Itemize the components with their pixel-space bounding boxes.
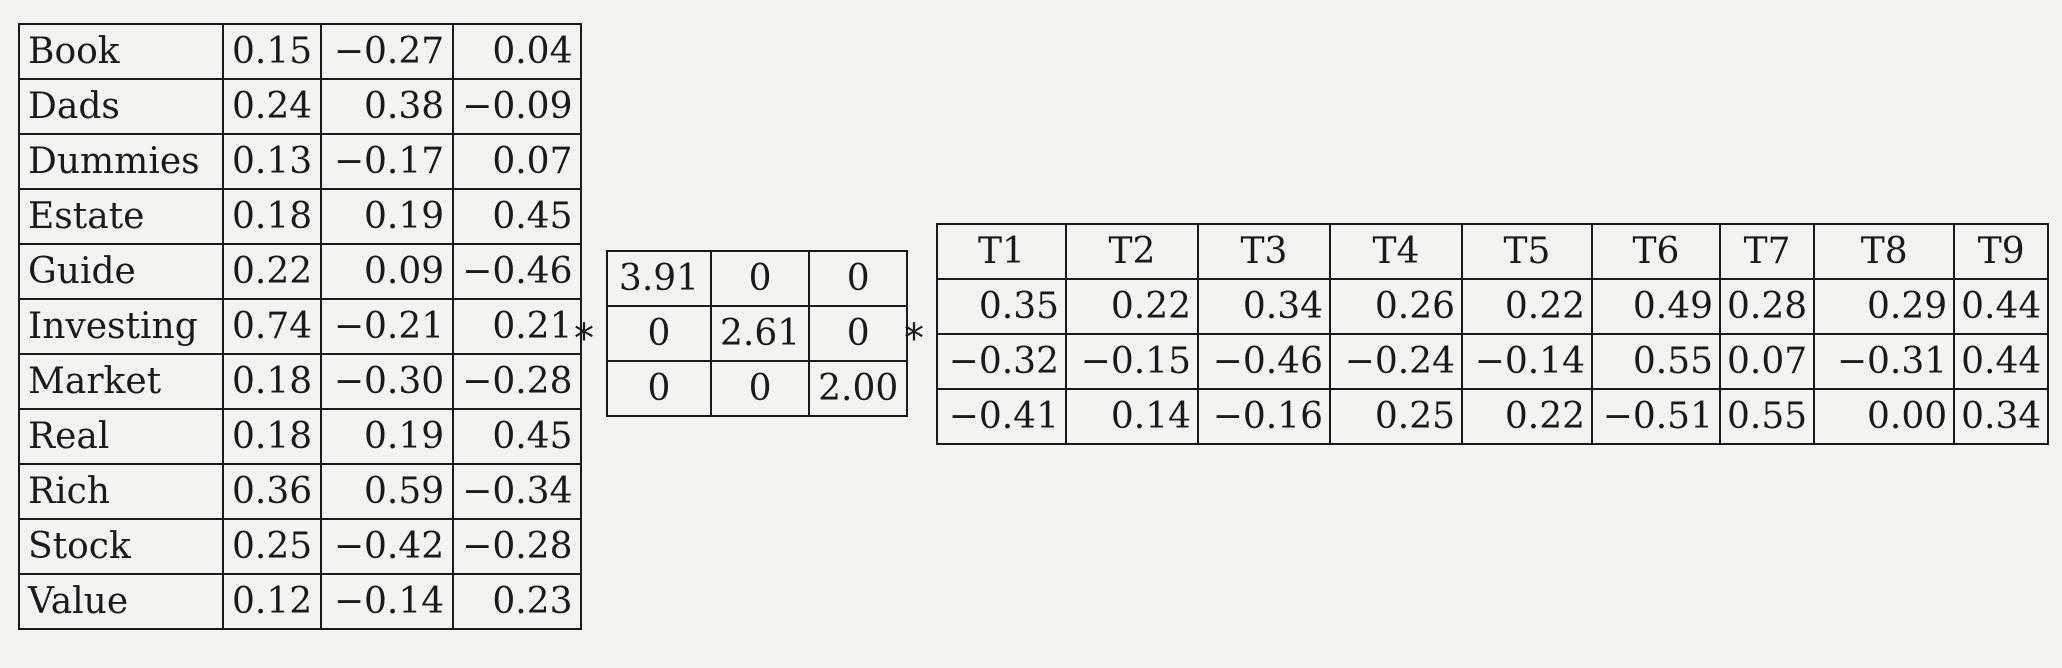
term-row: [19, 299, 581, 354]
term-label: Value: [19, 574, 223, 629]
doc-value-cell: 0.49: [1592, 279, 1720, 334]
doc-value-cell: −0.14: [1462, 334, 1592, 389]
term-value-cell: 0.18: [223, 409, 321, 464]
term-value-cell: 0.74: [223, 299, 321, 354]
term-value-cell: 0.36: [223, 464, 321, 519]
term-value-cell: −0.21: [321, 299, 453, 354]
term-row: [19, 189, 581, 244]
term-row: [19, 134, 581, 189]
term-label: Estate: [19, 189, 223, 244]
term-value-cell: −0.42: [321, 519, 453, 574]
term-value-cell: 0.22: [223, 244, 321, 299]
doc-value-cell: −0.24: [1330, 334, 1462, 389]
term-value-cell: 0.23: [453, 574, 581, 629]
term-value-cell: 0.24: [223, 79, 321, 134]
multiply-operator-2: *: [904, 316, 924, 362]
doc-value-cell: 0.44: [1954, 279, 2048, 334]
doc-header-cell: T1: [937, 224, 1066, 279]
term-value-cell: 0.15: [223, 24, 321, 79]
doc-value-cell: −0.31: [1814, 334, 1954, 389]
doc-value-cell: −0.46: [1198, 334, 1330, 389]
doc-header-cell: T2: [1066, 224, 1198, 279]
doc-value-cell: 0.26: [1330, 279, 1462, 334]
term-value-cell: −0.28: [453, 519, 581, 574]
doc-value-cell: 0.55: [1720, 389, 1814, 444]
doc-value-cell: −0.32: [937, 334, 1066, 389]
term-value-cell: 0.45: [453, 409, 581, 464]
term-value-cell: −0.09: [453, 79, 581, 134]
term-value-cell: 0.18: [223, 354, 321, 409]
term-label: Book: [19, 24, 223, 79]
term-concept-matrix: [18, 23, 582, 630]
term-label: Investing: [19, 299, 223, 354]
doc-header-row: [937, 224, 2048, 279]
doc-value-cell: 0.34: [1198, 279, 1330, 334]
doc-value-cell: 0.22: [1462, 279, 1592, 334]
term-value-cell: −0.28: [453, 354, 581, 409]
term-value-cell: −0.34: [453, 464, 581, 519]
doc-value-cell: 0.22: [1462, 389, 1592, 444]
term-label: Market: [19, 354, 223, 409]
term-row: [19, 574, 581, 629]
term-value-cell: 0.09: [321, 244, 453, 299]
doc-value-cell: 0.14: [1066, 389, 1198, 444]
term-label: Dads: [19, 79, 223, 134]
doc-header-cell: T9: [1954, 224, 2048, 279]
doc-value-cell: 0.22: [1066, 279, 1198, 334]
term-value-cell: 0.13: [223, 134, 321, 189]
doc-value-cell: −0.41: [937, 389, 1066, 444]
doc-row: [937, 334, 2048, 389]
doc-value-cell: 0.34: [1954, 389, 2048, 444]
doc-value-cell: 0.29: [1814, 279, 1954, 334]
term-label: Stock: [19, 519, 223, 574]
doc-header-cell: T7: [1720, 224, 1814, 279]
doc-value-cell: 0.35: [937, 279, 1066, 334]
doc-header-cell: T3: [1198, 224, 1330, 279]
term-row: [19, 464, 581, 519]
doc-value-cell: 0.44: [1954, 334, 2048, 389]
concept-document-matrix: [936, 223, 2049, 445]
term-value-cell: 0.21: [453, 299, 581, 354]
sigma-row: [607, 306, 907, 361]
sigma-value-cell: 0: [607, 361, 711, 416]
term-value-cell: 0.12: [223, 574, 321, 629]
sigma-value-cell: 3.91: [607, 251, 711, 306]
sigma-row: [607, 361, 907, 416]
term-value-cell: 0.18: [223, 189, 321, 244]
doc-header-cell: T6: [1592, 224, 1720, 279]
doc-value-cell: −0.15: [1066, 334, 1198, 389]
singular-value-matrix: [606, 250, 908, 417]
term-value-cell: 0.07: [453, 134, 581, 189]
doc-header-cell: T5: [1462, 224, 1592, 279]
sigma-value-cell: 0: [809, 306, 907, 361]
term-label: Dummies: [19, 134, 223, 189]
sigma-value-cell: 0: [711, 251, 809, 306]
sigma-value-cell: 2.00: [809, 361, 907, 416]
term-value-cell: −0.30: [321, 354, 453, 409]
term-label: Rich: [19, 464, 223, 519]
term-value-cell: 0.19: [321, 189, 453, 244]
term-value-cell: 0.04: [453, 24, 581, 79]
term-value-cell: −0.17: [321, 134, 453, 189]
term-label: Real: [19, 409, 223, 464]
doc-value-cell: 0.55: [1592, 334, 1720, 389]
term-value-cell: −0.46: [453, 244, 581, 299]
doc-header-cell: T8: [1814, 224, 1954, 279]
doc-value-cell: −0.16: [1198, 389, 1330, 444]
doc-value-cell: 0.28: [1720, 279, 1814, 334]
term-row: [19, 409, 581, 464]
term-row: [19, 354, 581, 409]
doc-value-cell: 0.00: [1814, 389, 1954, 444]
term-row: [19, 519, 581, 574]
doc-row: [937, 279, 2048, 334]
term-value-cell: 0.38: [321, 79, 453, 134]
sigma-value-cell: 0: [711, 361, 809, 416]
sigma-value-cell: 2.61: [711, 306, 809, 361]
doc-header-cell: T4: [1330, 224, 1462, 279]
sigma-value-cell: 0: [809, 251, 907, 306]
sigma-value-cell: 0: [607, 306, 711, 361]
term-row: [19, 24, 581, 79]
doc-value-cell: −0.51: [1592, 389, 1720, 444]
term-value-cell: −0.14: [321, 574, 453, 629]
term-value-cell: 0.59: [321, 464, 453, 519]
term-value-cell: 0.45: [453, 189, 581, 244]
term-value-cell: 0.25: [223, 519, 321, 574]
term-value-cell: −0.27: [321, 24, 453, 79]
multiply-operator-1: *: [574, 316, 594, 362]
term-value-cell: 0.19: [321, 409, 453, 464]
doc-row: [937, 389, 2048, 444]
doc-value-cell: 0.07: [1720, 334, 1814, 389]
doc-value-cell: 0.25: [1330, 389, 1462, 444]
term-row: [19, 244, 581, 299]
term-row: [19, 79, 581, 134]
sigma-row: [607, 251, 907, 306]
term-label: Guide: [19, 244, 223, 299]
